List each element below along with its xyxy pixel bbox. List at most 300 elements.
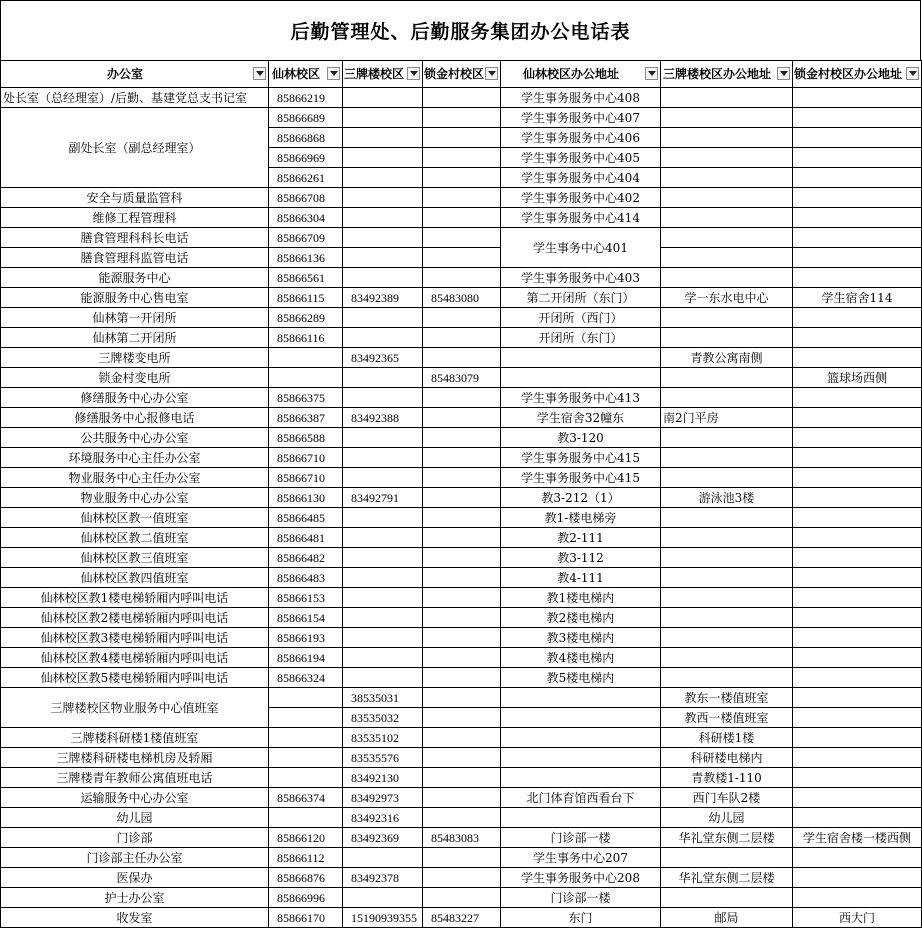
- cell-sanpailou-address[interactable]: [661, 608, 793, 628]
- cell-sanpailou-phone[interactable]: 38535031: [343, 688, 423, 708]
- cell-sanpailou-address[interactable]: 科研楼电梯内: [661, 748, 793, 768]
- cell-sanpailou-address[interactable]: [661, 468, 793, 488]
- cell-xianlin-phone[interactable]: [269, 748, 343, 768]
- cell-suojincun-phone[interactable]: [423, 128, 501, 148]
- cell-xianlin-address[interactable]: 教3-212（1）: [501, 488, 661, 508]
- cell-suojincun-phone[interactable]: [423, 888, 501, 908]
- cell-sanpailou-phone[interactable]: 83492365: [343, 348, 423, 368]
- cell-xianlin-address[interactable]: 学生事务服务中心405: [501, 148, 661, 168]
- cell-sanpailou-phone[interactable]: 83492316: [343, 808, 423, 828]
- cell-office[interactable]: 门诊部: [1, 828, 269, 848]
- cell-suojincun-phone[interactable]: [423, 508, 501, 528]
- cell-xianlin-phone[interactable]: 85866996: [269, 888, 343, 908]
- cell-suojincun-address[interactable]: [793, 508, 922, 528]
- cell-xianlin-address[interactable]: [501, 688, 661, 708]
- cell-suojincun-phone[interactable]: [423, 88, 501, 108]
- cell-sanpailou-address[interactable]: 幼儿园: [661, 808, 793, 828]
- cell-xianlin-phone[interactable]: 85866219: [269, 88, 343, 108]
- cell-office[interactable]: 仙林校区教5楼电梯轿厢内呼叫电话: [1, 668, 269, 688]
- cell-sanpailou-phone[interactable]: 83492378: [343, 868, 423, 888]
- cell-suojincun-address[interactable]: [793, 588, 922, 608]
- cell-xianlin-address[interactable]: 教3楼电梯内: [501, 628, 661, 648]
- cell-office[interactable]: 仙林校区教4楼电梯轿厢内呼叫电话: [1, 648, 269, 668]
- cell-xianlin-address[interactable]: 东门: [501, 908, 661, 928]
- cell-suojincun-address[interactable]: [793, 168, 922, 188]
- cell-sanpailou-address[interactable]: [661, 168, 793, 188]
- cell-office[interactable]: 三牌楼科研楼电梯机房及轿厢: [1, 748, 269, 768]
- title-bar: [0, 0, 921, 60]
- cell-xianlin-address[interactable]: [501, 368, 661, 388]
- cell-suojincun-address[interactable]: [793, 248, 922, 268]
- cell-sanpailou-address[interactable]: [661, 428, 793, 448]
- cell-xianlin-address[interactable]: 学生事务服务中心415: [501, 448, 661, 468]
- cell-sanpailou-address[interactable]: [661, 648, 793, 668]
- cell-suojincun-phone[interactable]: [423, 428, 501, 448]
- cell-xianlin-phone[interactable]: 85866868: [269, 128, 343, 148]
- cell-sanpailou-phone[interactable]: 83535032: [343, 708, 423, 728]
- cell-xianlin-address[interactable]: 教1-楼电梯旁: [501, 508, 661, 528]
- cell-sanpailou-phone[interactable]: [343, 168, 423, 188]
- cell-xianlin-address[interactable]: 开闭所（西门）: [501, 308, 661, 328]
- cell-xianlin-address[interactable]: [501, 768, 661, 788]
- cell-sanpailou-phone[interactable]: [343, 548, 423, 568]
- cell-xianlin-address[interactable]: [501, 348, 661, 368]
- cell-sanpailou-phone[interactable]: [343, 188, 423, 208]
- cell-suojincun-phone[interactable]: 85483227: [423, 908, 501, 928]
- cell-office[interactable]: 收发室: [1, 908, 269, 928]
- cell-suojincun-address[interactable]: [793, 668, 922, 688]
- cell-xianlin-phone[interactable]: 85866969: [269, 148, 343, 168]
- cell-xianlin-phone[interactable]: 85866153: [269, 588, 343, 608]
- cell-sanpailou-address[interactable]: [661, 448, 793, 468]
- cell-xianlin-address[interactable]: 门诊部一楼: [501, 888, 661, 908]
- cell-suojincun-phone[interactable]: 85483083: [423, 828, 501, 848]
- cell-sanpailou-address[interactable]: 科研楼1楼: [661, 728, 793, 748]
- cell-office[interactable]: 医保办: [1, 868, 269, 888]
- cell-sanpailou-phone[interactable]: [343, 228, 423, 248]
- cell-sanpailou-phone[interactable]: 83492791: [343, 488, 423, 508]
- cell-suojincun-address[interactable]: [793, 568, 922, 588]
- cell-sanpailou-address[interactable]: [661, 548, 793, 568]
- cell-xianlin-address[interactable]: 教3-112: [501, 548, 661, 568]
- cell-sanpailou-address[interactable]: [661, 528, 793, 548]
- cell-office[interactable]: 膳食管理科监管电话: [1, 248, 269, 268]
- cell-suojincun-phone[interactable]: [423, 668, 501, 688]
- cell-xianlin-address[interactable]: 学生事务服务中心402: [501, 188, 661, 208]
- cell-sanpailou-address[interactable]: 游泳池3楼: [661, 488, 793, 508]
- cell-suojincun-address[interactable]: 学生宿舍114: [793, 288, 922, 308]
- cell-suojincun-address[interactable]: [793, 108, 922, 128]
- table-row: [1, 808, 922, 828]
- cell-sanpailou-phone[interactable]: [343, 208, 423, 228]
- cell-suojincun-phone[interactable]: [423, 148, 501, 168]
- cell-sanpailou-phone[interactable]: [343, 588, 423, 608]
- cell-suojincun-address[interactable]: [793, 348, 922, 368]
- cell-sanpailou-phone[interactable]: 83535102: [343, 728, 423, 748]
- cell-suojincun-address[interactable]: [793, 848, 922, 868]
- cell-sanpailou-address[interactable]: 学一东水电中心: [661, 288, 793, 308]
- cell-xianlin-phone[interactable]: 85866261: [269, 168, 343, 188]
- cell-suojincun-address[interactable]: [793, 468, 922, 488]
- cell-sanpailou-phone[interactable]: [343, 248, 423, 268]
- cell-suojincun-phone[interactable]: [423, 208, 501, 228]
- cell-xianlin-phone[interactable]: [269, 348, 343, 368]
- cell-xianlin-address[interactable]: 学生事务服务中心415: [501, 468, 661, 488]
- cell-suojincun-address[interactable]: [793, 128, 922, 148]
- cell-office[interactable]: 修缮服务中心报修电话: [1, 408, 269, 428]
- cell-sanpailou-phone[interactable]: [343, 88, 423, 108]
- cell-xianlin-address[interactable]: 教2楼电梯内: [501, 608, 661, 628]
- cell-xianlin-phone[interactable]: 85866324: [269, 668, 343, 688]
- cell-sanpailou-address[interactable]: 华礼堂东侧二层楼: [661, 828, 793, 848]
- cell-sanpailou-phone[interactable]: [343, 268, 423, 288]
- cell-xianlin-phone[interactable]: 85866375: [269, 388, 343, 408]
- cell-sanpailou-address[interactable]: [661, 508, 793, 528]
- cell-suojincun-address[interactable]: [793, 328, 922, 348]
- cell-xianlin-address[interactable]: [501, 808, 661, 828]
- cell-suojincun-phone[interactable]: [423, 468, 501, 488]
- cell-office[interactable]: 能源服务中心售电室: [1, 288, 269, 308]
- cell-suojincun-address[interactable]: [793, 448, 922, 468]
- cell-suojincun-address[interactable]: [793, 408, 922, 428]
- cell-sanpailou-phone[interactable]: 83535576: [343, 748, 423, 768]
- cell-sanpailou-phone[interactable]: [343, 568, 423, 588]
- cell-xianlin-phone[interactable]: 85866112: [269, 848, 343, 868]
- cell-sanpailou-address[interactable]: 华礼堂东侧二层楼: [661, 868, 793, 888]
- cell-suojincun-address[interactable]: [793, 88, 922, 108]
- cell-suojincun-phone[interactable]: [423, 608, 501, 628]
- filter-dropdown-icon[interactable]: [253, 67, 266, 80]
- cell-xianlin-phone[interactable]: [269, 368, 343, 388]
- cell-xianlin-phone[interactable]: 85866708: [269, 188, 343, 208]
- cell-suojincun-phone[interactable]: [423, 748, 501, 768]
- cell-xianlin-address[interactable]: 学生事务服务中心414: [501, 208, 661, 228]
- cell-xianlin-address[interactable]: 教4楼电梯内: [501, 648, 661, 668]
- cell-sanpailou-phone[interactable]: [343, 328, 423, 348]
- cell-suojincun-address[interactable]: [793, 788, 922, 808]
- cell-suojincun-phone[interactable]: [423, 188, 501, 208]
- cell-office[interactable]: 三牌楼科研楼1楼值班室: [1, 728, 269, 748]
- cell-office[interactable]: 修缮服务中心办公室: [1, 388, 269, 408]
- cell-office[interactable]: 三牌楼变电所: [1, 348, 269, 368]
- cell-suojincun-phone[interactable]: [423, 548, 501, 568]
- cell-suojincun-phone[interactable]: [423, 568, 501, 588]
- cell-suojincun-address[interactable]: [793, 648, 922, 668]
- cell-suojincun-phone[interactable]: [423, 788, 501, 808]
- cell-suojincun-address[interactable]: [793, 428, 922, 448]
- cell-suojincun-address[interactable]: 学生宿舍楼一楼西侧: [793, 828, 922, 848]
- cell-suojincun-phone[interactable]: [423, 448, 501, 468]
- cell-xianlin-phone[interactable]: 85866136: [269, 248, 343, 268]
- cell-xianlin-address[interactable]: 学生事务服务中心406: [501, 128, 661, 148]
- cell-suojincun-phone[interactable]: [423, 488, 501, 508]
- cell-xianlin-phone[interactable]: [269, 728, 343, 748]
- cell-sanpailou-address[interactable]: [661, 108, 793, 128]
- cell-sanpailou-phone[interactable]: 83492973: [343, 788, 423, 808]
- cell-suojincun-phone[interactable]: [423, 328, 501, 348]
- cell-sanpailou-phone[interactable]: [343, 308, 423, 328]
- cell-sanpailou-phone[interactable]: 83492369: [343, 828, 423, 848]
- cell-sanpailou-address[interactable]: 教西一楼值班室: [661, 708, 793, 728]
- cell-sanpailou-address[interactable]: [661, 148, 793, 168]
- cell-xianlin-phone[interactable]: [269, 688, 343, 708]
- cell-suojincun-phone[interactable]: [423, 408, 501, 428]
- cell-sanpailou-address[interactable]: [661, 328, 793, 348]
- cell-suojincun-phone[interactable]: [423, 708, 501, 728]
- cell-xianlin-phone[interactable]: [269, 708, 343, 728]
- cell-office[interactable]: 仙林校区教1楼电梯轿厢内呼叫电话: [1, 588, 269, 608]
- cell-sanpailou-phone[interactable]: [343, 528, 423, 548]
- cell-suojincun-phone[interactable]: [423, 108, 501, 128]
- cell-sanpailou-phone[interactable]: [343, 368, 423, 388]
- cell-suojincun-address[interactable]: [793, 688, 922, 708]
- cell-suojincun-phone[interactable]: [423, 388, 501, 408]
- cell-office[interactable]: 仙林校区教2楼电梯轿厢内呼叫电话: [1, 608, 269, 628]
- cell-sanpailou-address[interactable]: [661, 848, 793, 868]
- cell-office[interactable]: 仙林校区教二值班室: [1, 528, 269, 548]
- cell-office[interactable]: 三牌楼青年教师公寓值班电话: [1, 768, 269, 788]
- cell-xianlin-phone[interactable]: 85866170: [269, 908, 343, 928]
- cell-xianlin-phone[interactable]: 85866481: [269, 528, 343, 548]
- cell-xianlin-address[interactable]: 教3-120: [501, 428, 661, 448]
- filter-dropdown-icon[interactable]: [407, 67, 420, 80]
- cell-suojincun-address[interactable]: [793, 768, 922, 788]
- cell-office[interactable]: 仙林校区教3楼电梯轿厢内呼叫电话: [1, 628, 269, 648]
- cell-office[interactable]: 仙林校区教四值班室: [1, 568, 269, 588]
- cell-suojincun-address[interactable]: [793, 528, 922, 548]
- cell-xianlin-address[interactable]: 第二开闭所（东门）: [501, 288, 661, 308]
- cell-xianlin-address[interactable]: 教2-111: [501, 528, 661, 548]
- cell-xianlin-address[interactable]: 学生事务服务中心404: [501, 168, 661, 188]
- cell-xianlin-address[interactable]: 学生事务服务中心407: [501, 108, 661, 128]
- cell-sanpailou-address[interactable]: 西门车队2楼: [661, 788, 793, 808]
- cell-suojincun-phone[interactable]: [423, 868, 501, 888]
- cell-xianlin-phone[interactable]: 85866374: [269, 788, 343, 808]
- cell-sanpailou-phone[interactable]: [343, 448, 423, 468]
- cell-office[interactable]: 公共服务中心办公室: [1, 428, 269, 448]
- cell-office[interactable]: 安全与质量监管科: [1, 188, 269, 208]
- cell-sanpailou-phone[interactable]: [343, 888, 423, 908]
- cell-office[interactable]: 锁金村变电所: [1, 368, 269, 388]
- cell-suojincun-address[interactable]: [793, 888, 922, 908]
- cell-suojincun-phone[interactable]: [423, 628, 501, 648]
- cell-xianlin-phone[interactable]: 85866289: [269, 308, 343, 328]
- cell-xianlin-phone[interactable]: [269, 808, 343, 828]
- cell-office[interactable]: 仙林校区教一值班室: [1, 508, 269, 528]
- table-row: [1, 288, 922, 308]
- cell-office[interactable]: 仙林第一开闭所: [1, 308, 269, 328]
- cell-xianlin-phone[interactable]: 85866710: [269, 448, 343, 468]
- cell-xianlin-address[interactable]: [501, 748, 661, 768]
- cell-sanpailou-address[interactable]: 南2门平房: [661, 408, 793, 428]
- cell-suojincun-phone[interactable]: [423, 648, 501, 668]
- cell-suojincun-address[interactable]: [793, 808, 922, 828]
- cell-suojincun-phone[interactable]: 85483079: [423, 368, 501, 388]
- cell-xianlin-address[interactable]: 学生事务服务中心403: [501, 268, 661, 288]
- cell-xianlin-phone[interactable]: 85866130: [269, 488, 343, 508]
- cell-suojincun-address[interactable]: [793, 868, 922, 888]
- cell-xianlin-phone[interactable]: 85866710: [269, 468, 343, 488]
- cell-sanpailou-address[interactable]: [661, 888, 793, 908]
- cell-sanpailou-address[interactable]: [661, 668, 793, 688]
- cell-xianlin-address[interactable]: 门诊部一楼: [501, 828, 661, 848]
- cell-suojincun-address[interactable]: [793, 608, 922, 628]
- cell-xianlin-phone[interactable]: 85866689: [269, 108, 343, 128]
- cell-sanpailou-address[interactable]: [661, 588, 793, 608]
- cell-office[interactable]: 三牌楼校区物业服务中心值班室: [1, 688, 269, 728]
- cell-xianlin-address[interactable]: 学生事务服务中心413: [501, 388, 661, 408]
- cell-suojincun-phone[interactable]: [423, 848, 501, 868]
- cell-sanpailou-phone[interactable]: [343, 108, 423, 128]
- filter-dropdown-icon[interactable]: [906, 67, 919, 80]
- cell-office[interactable]: 副处长室（副总经理室）: [1, 108, 269, 188]
- cell-office[interactable]: 仙林校区教三值班室: [1, 548, 269, 568]
- cell-sanpailou-address[interactable]: [661, 88, 793, 108]
- cell-sanpailou-address[interactable]: 青教楼1-110: [661, 768, 793, 788]
- cell-office[interactable]: 处长室（总经理室）/后勤、基建党总支书记室: [1, 88, 269, 108]
- cell-suojincun-address[interactable]: 篮球场西侧: [793, 368, 922, 388]
- cell-xianlin-address[interactable]: 教1楼电梯内: [501, 588, 661, 608]
- cell-suojincun-address[interactable]: [793, 148, 922, 168]
- cell-sanpailou-phone[interactable]: [343, 668, 423, 688]
- cell-office[interactable]: 膳食管理科科长电话: [1, 228, 269, 248]
- cell-xianlin-phone[interactable]: 85866588: [269, 428, 343, 448]
- cell-xianlin-phone[interactable]: 85866115: [269, 288, 343, 308]
- cell-sanpailou-phone[interactable]: [343, 648, 423, 668]
- cell-suojincun-phone[interactable]: [423, 248, 501, 268]
- cell-office[interactable]: 护士办公室: [1, 888, 269, 908]
- cell-sanpailou-address[interactable]: [661, 248, 793, 268]
- cell-xianlin-address[interactable]: 学生事务服务中心208: [501, 868, 661, 888]
- cell-sanpailou-address[interactable]: [661, 268, 793, 288]
- cell-sanpailou-address[interactable]: [661, 628, 793, 648]
- cell-suojincun-phone[interactable]: 85483080: [423, 288, 501, 308]
- cell-sanpailou-address[interactable]: [661, 568, 793, 588]
- cell-xianlin-address[interactable]: 北门体育馆西看台下: [501, 788, 661, 808]
- filter-dropdown-icon[interactable]: [327, 67, 340, 80]
- cell-suojincun-phone[interactable]: [423, 308, 501, 328]
- cell-sanpailou-address[interactable]: [661, 188, 793, 208]
- cell-office[interactable]: 能源服务中心: [1, 268, 269, 288]
- cell-sanpailou-phone[interactable]: [343, 608, 423, 628]
- cell-suojincun-address[interactable]: 西大门: [793, 908, 922, 928]
- cell-suojincun-address[interactable]: [793, 628, 922, 648]
- cell-sanpailou-address[interactable]: [661, 128, 793, 148]
- cell-xianlin-address[interactable]: 学生事务服务中心408: [501, 88, 661, 108]
- cell-xianlin-address[interactable]: 学生宿舍32幢东: [501, 408, 661, 428]
- cell-sanpailou-phone[interactable]: [343, 848, 423, 868]
- cell-suojincun-address[interactable]: [793, 188, 922, 208]
- cell-xianlin-address[interactable]: [501, 708, 661, 728]
- cell-sanpailou-phone[interactable]: [343, 428, 423, 448]
- cell-suojincun-phone[interactable]: [423, 348, 501, 368]
- cell-sanpailou-phone[interactable]: [343, 128, 423, 148]
- cell-xianlin-address[interactable]: 开闭所（东门）: [501, 328, 661, 348]
- cell-sanpailou-phone[interactable]: [343, 628, 423, 648]
- cell-suojincun-address[interactable]: [793, 208, 922, 228]
- cell-suojincun-address[interactable]: [793, 748, 922, 768]
- cell-suojincun-address[interactable]: [793, 708, 922, 728]
- cell-sanpailou-phone[interactable]: 83492389: [343, 288, 423, 308]
- cell-office[interactable]: 仙林第二开闭所: [1, 328, 269, 348]
- cell-suojincun-phone[interactable]: [423, 168, 501, 188]
- filter-dropdown-icon[interactable]: [777, 67, 790, 80]
- cell-sanpailou-address[interactable]: 邮局: [661, 908, 793, 928]
- cell-xianlin-phone[interactable]: 85866482: [269, 548, 343, 568]
- table-row: [1, 608, 922, 628]
- cell-sanpailou-address[interactable]: [661, 388, 793, 408]
- cell-suojincun-address[interactable]: [793, 228, 922, 248]
- cell-suojincun-address[interactable]: [793, 548, 922, 568]
- cell-xianlin-address[interactable]: 学生事务中心401: [501, 228, 661, 268]
- cell-suojincun-phone[interactable]: [423, 688, 501, 708]
- cell-sanpailou-address[interactable]: [661, 368, 793, 388]
- cell-sanpailou-phone[interactable]: 83492388: [343, 408, 423, 428]
- cell-xianlin-phone[interactable]: 85866483: [269, 568, 343, 588]
- cell-office[interactable]: 环境服务中心主任办公室: [1, 448, 269, 468]
- cell-xianlin-phone[interactable]: 85866709: [269, 228, 343, 248]
- cell-suojincun-phone[interactable]: [423, 228, 501, 248]
- cell-sanpailou-address[interactable]: [661, 228, 793, 248]
- cell-suojincun-phone[interactable]: [423, 728, 501, 748]
- cell-xianlin-phone[interactable]: 85866561: [269, 268, 343, 288]
- filter-dropdown-icon[interactable]: [485, 67, 498, 80]
- cell-suojincun-phone[interactable]: [423, 268, 501, 288]
- cell-suojincun-phone[interactable]: [423, 588, 501, 608]
- cell-suojincun-address[interactable]: [793, 308, 922, 328]
- cell-suojincun-address[interactable]: [793, 268, 922, 288]
- cell-sanpailou-address[interactable]: 教东一楼值班室: [661, 688, 793, 708]
- cell-office[interactable]: 物业服务中心主任办公室: [1, 468, 269, 488]
- cell-sanpailou-phone[interactable]: 83492130: [343, 768, 423, 788]
- cell-office[interactable]: 幼儿园: [1, 808, 269, 828]
- cell-sanpailou-phone[interactable]: [343, 508, 423, 528]
- cell-xianlin-phone[interactable]: 85866304: [269, 208, 343, 228]
- cell-xianlin-phone[interactable]: 85866876: [269, 868, 343, 888]
- cell-suojincun-phone[interactable]: [423, 768, 501, 788]
- cell-office[interactable]: 维修工程管理科: [1, 208, 269, 228]
- cell-xianlin-address[interactable]: 教4-111: [501, 568, 661, 588]
- cell-xianlin-address[interactable]: [501, 728, 661, 748]
- cell-sanpailou-address[interactable]: 青教公寓南侧: [661, 348, 793, 368]
- cell-suojincun-address[interactable]: [793, 728, 922, 748]
- cell-suojincun-address[interactable]: [793, 388, 922, 408]
- cell-office[interactable]: 物业服务中心办公室: [1, 488, 269, 508]
- cell-suojincun-address[interactable]: [793, 488, 922, 508]
- cell-xianlin-phone[interactable]: 85866387: [269, 408, 343, 428]
- cell-xianlin-address[interactable]: 学生事务中心207: [501, 848, 661, 868]
- filter-dropdown-icon[interactable]: [645, 67, 658, 80]
- cell-sanpailou-phone[interactable]: [343, 468, 423, 488]
- cell-xianlin-phone[interactable]: [269, 768, 343, 788]
- cell-xianlin-phone[interactable]: 85866193: [269, 628, 343, 648]
- cell-sanpailou-phone[interactable]: [343, 148, 423, 168]
- cell-xianlin-phone[interactable]: 85866116: [269, 328, 343, 348]
- cell-xianlin-phone[interactable]: 85866154: [269, 608, 343, 628]
- cell-sanpailou-address[interactable]: [661, 208, 793, 228]
- cell-xianlin-phone[interactable]: 85866485: [269, 508, 343, 528]
- cell-sanpailou-phone[interactable]: 15190939355: [343, 908, 423, 928]
- cell-xianlin-phone[interactable]: 85866194: [269, 648, 343, 668]
- cell-xianlin-address[interactable]: 教5楼电梯内: [501, 668, 661, 688]
- cell-suojincun-phone[interactable]: [423, 808, 501, 828]
- cell-suojincun-phone[interactable]: [423, 528, 501, 548]
- cell-office[interactable]: 运输服务中心办公室: [1, 788, 269, 808]
- cell-office[interactable]: 门诊部主任办公室: [1, 848, 269, 868]
- cell-xianlin-phone[interactable]: 85866120: [269, 828, 343, 848]
- cell-sanpailou-address[interactable]: [661, 308, 793, 328]
- cell-sanpailou-phone[interactable]: [343, 388, 423, 408]
